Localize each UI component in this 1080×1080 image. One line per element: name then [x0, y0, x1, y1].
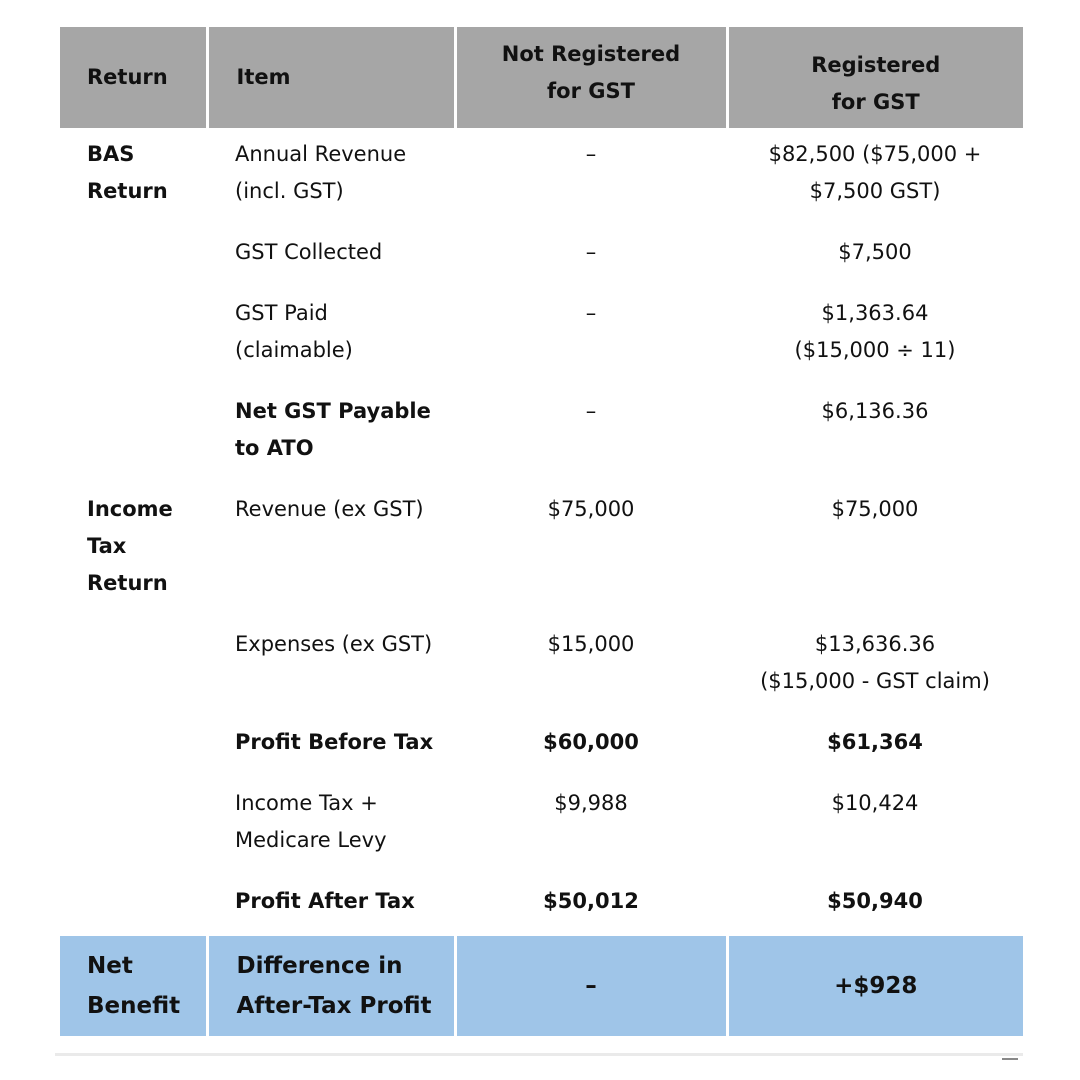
row-not-registered-value: $60,000: [543, 730, 639, 754]
row-item-label: Profit Before Tax: [235, 730, 434, 754]
row-registered-value: $1,363.64 ($15,000 ÷ 11): [794, 301, 956, 362]
table-row: [60, 287, 1023, 385]
row-item-label: GST Paid (claimable): [235, 301, 353, 362]
table-row: [60, 875, 1023, 936]
table-row: [60, 128, 1023, 226]
header-not-registered: Not Registered for GST: [455, 27, 727, 128]
row-section-label: Income Tax Return: [87, 497, 173, 595]
corner-dash-mark: [1002, 1058, 1018, 1060]
table-row: [60, 226, 1023, 287]
row-not-registered-value: –: [585, 399, 597, 423]
row-section-label: [60, 777, 207, 875]
row-section-label: [60, 875, 207, 936]
row-not-registered-value: $75,000: [547, 497, 635, 521]
row-registered-value: $82,500 ($75,000 + $7,500 GST): [768, 142, 982, 203]
row-registered-value: $75,000: [831, 497, 919, 521]
row-not-registered-value: $9,988: [554, 791, 628, 815]
table-row: [60, 716, 1023, 777]
row-not-registered-value: –: [585, 142, 597, 166]
row-section-label: [60, 618, 207, 716]
table-body: [60, 128, 1023, 936]
row-item-label: Net GST Payable to ATO: [235, 399, 431, 460]
table-header-row: [60, 27, 1023, 128]
row-registered-value: $7,500: [838, 240, 912, 264]
net-benefit-row: [60, 936, 1023, 1036]
footer-not-registered-value: –: [455, 936, 727, 1036]
header-item: Item: [207, 27, 455, 128]
row-registered-value: $10,424: [831, 791, 919, 815]
table-row: [60, 483, 1023, 618]
footer-section-label: Net Benefit: [60, 936, 207, 1036]
row-item-label: Expenses (ex GST): [235, 632, 433, 656]
table-row: [60, 618, 1023, 716]
footer-item-label: Difference in After-Tax Profit: [207, 936, 455, 1036]
row-section-label: [60, 287, 207, 385]
row-section-label: [60, 716, 207, 777]
row-registered-value: $6,136.36: [821, 399, 929, 423]
table-bottom-divider: [55, 1053, 1023, 1056]
row-item-label: Annual Revenue (incl. GST): [235, 142, 407, 203]
table-row: [60, 385, 1023, 483]
gst-comparison-table: [60, 27, 1023, 1036]
row-section-label: [60, 226, 207, 287]
row-section-label: [60, 385, 207, 483]
row-section-label: BAS Return: [87, 142, 168, 203]
row-item-label: GST Collected: [235, 240, 383, 264]
row-item-label: Profit After Tax: [235, 889, 415, 913]
row-not-registered-value: $50,012: [543, 889, 639, 913]
header-return: Return: [60, 27, 207, 128]
row-not-registered-value: $15,000: [547, 632, 635, 656]
row-registered-value: $50,940: [827, 889, 923, 913]
row-registered-value: $61,364: [827, 730, 923, 754]
row-item-label: Income Tax + Medicare Levy: [235, 791, 387, 852]
header-registered: Registered for GST: [727, 27, 1023, 128]
table-row: [60, 777, 1023, 875]
row-item-label: Revenue (ex GST): [235, 497, 424, 521]
row-not-registered-value: –: [585, 301, 597, 325]
row-not-registered-value: –: [585, 240, 597, 264]
row-registered-value: $13,636.36 ($15,000 - GST claim): [760, 632, 990, 693]
footer-registered-value: +$928: [727, 936, 1023, 1036]
